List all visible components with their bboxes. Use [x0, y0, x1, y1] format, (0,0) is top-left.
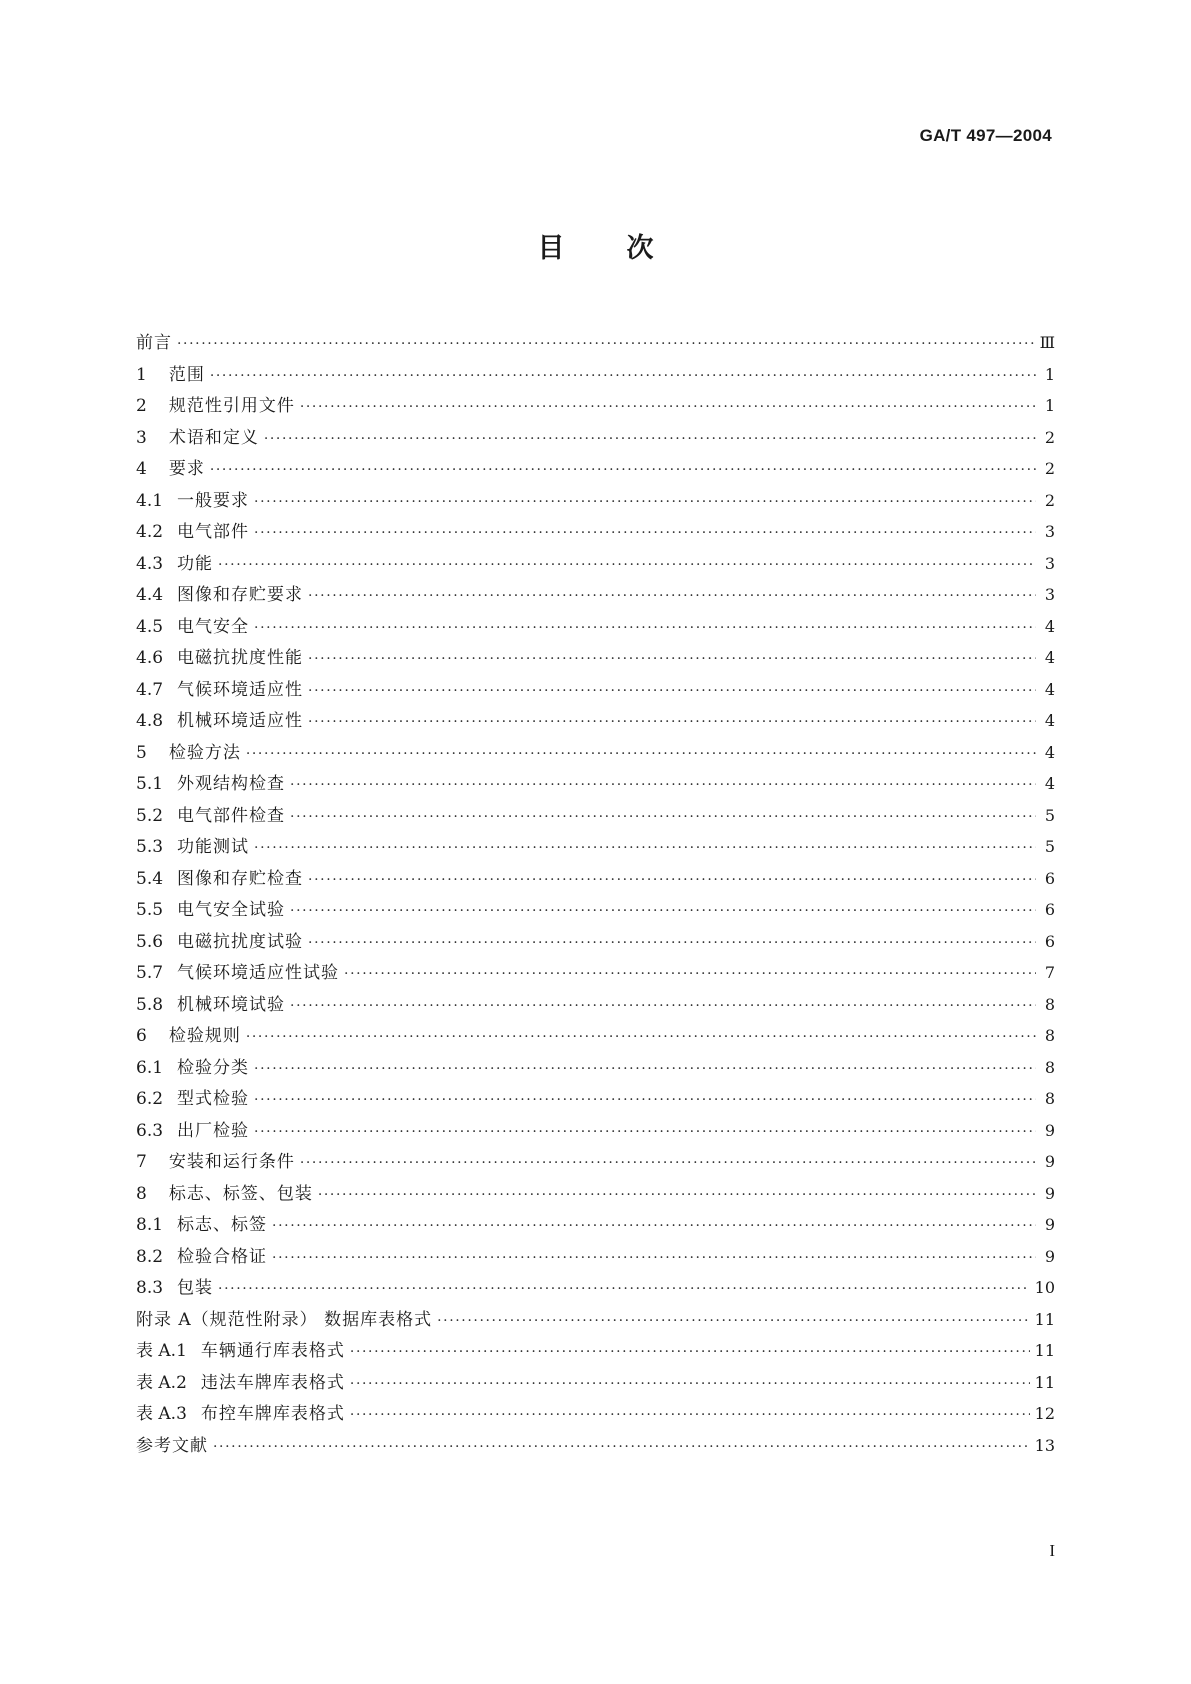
- toc-entry[interactable]: [136, 1335, 1055, 1367]
- toc-entry-number: 8.2: [136, 1246, 164, 1267]
- toc-entry[interactable]: [136, 1241, 1055, 1273]
- toc-entry-page: 4: [1044, 616, 1055, 636]
- toc-entry-title: 功能: [177, 553, 214, 574]
- toc-dot-leader: [210, 455, 1036, 487]
- toc-entry-number: 1: [136, 364, 147, 385]
- toc-entry[interactable]: [136, 1304, 1055, 1336]
- toc-entry-page: 9: [1044, 1152, 1055, 1171]
- toc-entry-page: 5: [1044, 837, 1055, 856]
- toc-entry-page: 3: [1044, 522, 1055, 541]
- toc-entry-number: 4.6: [136, 648, 164, 668]
- toc-entry-title: 附录 A（规范性附录） 数据库表格式: [136, 1309, 433, 1330]
- toc-entry-page: 5: [1044, 805, 1055, 825]
- toc-entry-page: 8: [1044, 994, 1055, 1014]
- toc-entry-title: 外观结构检查: [177, 774, 286, 794]
- toc-entry-page: 3: [1044, 553, 1055, 573]
- toc-entry-title: 标志、标签、包装: [168, 1183, 313, 1204]
- toc-dot-leader: [210, 361, 1036, 393]
- toc-dot-leader: [254, 487, 1036, 519]
- toc-entry-number: 6.1: [136, 1057, 164, 1078]
- toc-entry-title: 功能测试: [177, 837, 250, 857]
- toc-dot-leader: [344, 959, 1036, 991]
- toc-entry-title: 范围: [168, 364, 205, 385]
- toc-dot-leader: [308, 676, 1036, 708]
- toc-dot-leader: [437, 1306, 1030, 1338]
- toc-entry-page: 9: [1044, 1120, 1055, 1140]
- toc-entry-title: 图像和存贮要求: [177, 585, 304, 605]
- toc-entry-title: 出厂检验: [177, 1120, 250, 1141]
- toc-entry-page: 8: [1044, 1026, 1055, 1045]
- toc-entry-number: 7: [136, 1152, 147, 1172]
- toc-entry[interactable]: [136, 642, 1055, 674]
- toc-dot-leader: [308, 865, 1036, 897]
- toc-entry[interactable]: [136, 390, 1055, 422]
- toc-entry-number: 表 A.3: [136, 1404, 187, 1424]
- toc-dot-leader: [254, 613, 1036, 645]
- toc-entry-number: 6.2: [136, 1089, 164, 1109]
- toc-dot-leader: [300, 392, 1036, 424]
- toc-dot-leader: [254, 518, 1036, 550]
- toc-entry-page: 6: [1044, 931, 1055, 951]
- toc-entry-number: 6.3: [136, 1120, 164, 1141]
- toc-dot-leader: [254, 1117, 1036, 1149]
- toc-entry-number: 8.1: [136, 1215, 164, 1235]
- toc-entry-title: 安装和运行条件: [168, 1152, 295, 1172]
- toc-entry-page: 11: [1034, 1309, 1055, 1329]
- toc-entry-title: 气候环境适应性试验: [177, 963, 340, 983]
- toc-entry-title: 电磁抗扰度试验: [177, 931, 304, 952]
- toc-entry-page: 4: [1044, 711, 1055, 730]
- toc-entry-title: 要求: [168, 459, 205, 479]
- toc-entry[interactable]: [136, 705, 1055, 737]
- toc-entry[interactable]: [136, 485, 1055, 517]
- toc-entry[interactable]: [136, 894, 1055, 926]
- toc-entry[interactable]: [136, 1115, 1055, 1147]
- toc-entry-title: 图像和存贮检查: [177, 868, 304, 889]
- toc-dot-leader: [254, 1085, 1036, 1117]
- toc-entry-page: 1: [1044, 396, 1055, 415]
- toc-entry-title: 布控车牌库表格式: [200, 1404, 345, 1424]
- toc-entry-number: 4.7: [136, 679, 164, 700]
- toc-entry-page: 4: [1044, 774, 1055, 793]
- toc-entry-number: 4.5: [136, 616, 164, 637]
- toc-dot-leader: [246, 1022, 1036, 1054]
- toc-dot-leader: [350, 1369, 1030, 1401]
- toc-entry-page: 4: [1044, 679, 1055, 699]
- toc-entry[interactable]: [136, 359, 1055, 391]
- toc-entry[interactable]: [136, 548, 1055, 580]
- toc-entry-page: 4: [1044, 648, 1055, 667]
- table-of-contents: [136, 327, 1055, 1461]
- toc-entry-page: 11: [1034, 1372, 1055, 1392]
- toc-dot-leader: [290, 802, 1036, 834]
- toc-entry-title: 检验合格证: [177, 1246, 268, 1267]
- toc-dot-leader: [218, 550, 1036, 582]
- toc-entry-title: 电气部件检查: [177, 805, 286, 826]
- toc-entry[interactable]: [136, 1020, 1055, 1052]
- toc-entry-title: 规范性引用文件: [168, 396, 295, 416]
- toc-entry-number: 表 A.1: [136, 1341, 187, 1361]
- toc-entry[interactable]: [136, 957, 1055, 989]
- toc-entry-title: 术语和定义: [168, 427, 259, 448]
- toc-entry-title: 电气安全试验: [177, 900, 286, 920]
- toc-dot-leader: [350, 1400, 1030, 1432]
- toc-entry-title: 检验方法: [168, 742, 241, 763]
- toc-entry-title: 标志、标签: [177, 1215, 268, 1235]
- toc-entry-title: 前言: [136, 333, 172, 353]
- toc-entry[interactable]: [136, 1178, 1055, 1210]
- toc-dot-leader: [254, 1054, 1036, 1086]
- toc-entry-page: 8: [1044, 1089, 1055, 1108]
- toc-entry-number: 5.4: [136, 868, 164, 889]
- toc-entry-title: 气候环境适应性: [177, 679, 304, 700]
- toc-entry-title: 检验分类: [177, 1057, 250, 1078]
- toc-entry-title: 一般要求: [177, 490, 250, 511]
- toc-dot-leader: [290, 770, 1036, 802]
- toc-dot-leader: [272, 1243, 1036, 1275]
- toc-dot-leader: [246, 739, 1036, 771]
- toc-entry[interactable]: [136, 516, 1055, 548]
- toc-entry-page: 12: [1034, 1404, 1055, 1423]
- toc-entry-number: 2: [136, 396, 147, 416]
- toc-entry-page: 6: [1044, 900, 1055, 919]
- toc-entry-title: 电磁抗扰度性能: [177, 648, 304, 668]
- toc-entry[interactable]: [136, 926, 1055, 958]
- toc-entry-title: 电气部件: [177, 522, 250, 542]
- toc-entry-title: 机械环境试验: [177, 994, 286, 1015]
- toc-entry-number: 4.8: [136, 711, 164, 731]
- toc-entry-number: 4: [136, 459, 147, 479]
- toc-entry-page: 9: [1044, 1215, 1055, 1234]
- toc-entry[interactable]: [136, 800, 1055, 832]
- toc-entry-page: Ⅲ: [1039, 333, 1055, 352]
- toc-entry-number: 5.7: [136, 963, 164, 983]
- toc-entry[interactable]: [136, 768, 1055, 800]
- toc-entry-number: 5.5: [136, 900, 164, 920]
- toc-entry[interactable]: [136, 1052, 1055, 1084]
- toc-entry-number: 表 A.2: [136, 1372, 187, 1393]
- toc-dot-leader: [272, 1211, 1036, 1243]
- toc-entry-page: 2: [1044, 427, 1055, 447]
- toc-entry-number: 5.6: [136, 931, 164, 952]
- toc-entry-number: 3: [136, 427, 147, 448]
- toc-entry-page: 2: [1044, 459, 1055, 478]
- toc-dot-leader: [350, 1337, 1030, 1369]
- toc-entry-number: 5.1: [136, 774, 164, 794]
- page-number: I: [1049, 1541, 1055, 1560]
- toc-dot-leader: [254, 833, 1036, 865]
- toc-dot-leader: [290, 991, 1036, 1023]
- toc-entry[interactable]: [136, 1398, 1055, 1430]
- toc-entry-page: 10: [1034, 1278, 1055, 1297]
- toc-entry[interactable]: [136, 1272, 1055, 1304]
- toc-entry[interactable]: [136, 831, 1055, 863]
- standard-code: GA/T 497—2004: [919, 126, 1052, 145]
- toc-entry[interactable]: [136, 737, 1055, 769]
- toc-entry-page: 6: [1044, 868, 1055, 888]
- toc-dot-leader: [218, 1274, 1030, 1306]
- toc-entry-title: 检验规则: [168, 1026, 241, 1046]
- toc-dot-leader: [177, 329, 1035, 361]
- toc-entry-page: 2: [1044, 490, 1055, 510]
- toc-entry[interactable]: [136, 327, 1055, 359]
- toc-entry-page: 8: [1044, 1057, 1055, 1077]
- toc-entry-number: 5: [136, 742, 147, 763]
- toc-entry-title: 车辆通行库表格式: [200, 1341, 345, 1361]
- toc-entry-page: 1: [1044, 364, 1055, 384]
- toc-entry[interactable]: [136, 611, 1055, 643]
- toc-entry[interactable]: [136, 674, 1055, 706]
- toc-entry-title: 机械环境适应性: [177, 711, 304, 731]
- toc-entry-page: 9: [1044, 1183, 1055, 1203]
- toc-entry[interactable]: [136, 1430, 1055, 1462]
- toc-entry-title: 电气安全: [177, 616, 250, 637]
- toc-entry-title: 型式检验: [177, 1089, 250, 1109]
- toc-dot-leader: [308, 928, 1036, 960]
- toc-entry-page: 13: [1034, 1435, 1055, 1455]
- toc-entry-number: 4.1: [136, 490, 164, 511]
- toc-entry[interactable]: [136, 1083, 1055, 1115]
- toc-entry-page: 11: [1034, 1341, 1055, 1360]
- toc-entry-number: 8.3: [136, 1278, 164, 1298]
- toc-dot-leader: [308, 707, 1036, 739]
- toc-entry-page: 7: [1044, 963, 1055, 982]
- toc-entry[interactable]: [136, 579, 1055, 611]
- toc-entry-number: 5.8: [136, 994, 164, 1015]
- toc-entry-page: 3: [1044, 585, 1055, 604]
- page-title: 目次: [537, 233, 716, 264]
- toc-entry-number: 5.3: [136, 837, 164, 857]
- toc-dot-leader: [308, 581, 1036, 613]
- toc-entry[interactable]: [136, 422, 1055, 454]
- toc-entry-number: 4.2: [136, 522, 164, 542]
- toc-entry[interactable]: [136, 1209, 1055, 1241]
- toc-dot-leader: [290, 896, 1036, 928]
- toc-entry-number: 8: [136, 1183, 147, 1204]
- toc-entry-number: 6: [136, 1026, 147, 1046]
- toc-entry[interactable]: [136, 1367, 1055, 1399]
- toc-entry-number: 4.3: [136, 553, 164, 574]
- toc-dot-leader: [213, 1432, 1030, 1464]
- toc-entry[interactable]: [136, 453, 1055, 485]
- toc-dot-leader: [308, 644, 1036, 676]
- toc-entry-title: 参考文献: [136, 1435, 208, 1456]
- toc-entry-number: 4.4: [136, 585, 164, 605]
- toc-entry-page: 9: [1044, 1246, 1055, 1266]
- toc-entry-title: 违法车牌库表格式: [200, 1372, 345, 1393]
- toc-entry-page: 4: [1044, 742, 1055, 762]
- toc-dot-leader: [264, 424, 1036, 456]
- toc-entry-title: 包装: [177, 1278, 214, 1298]
- toc-entry-number: 5.2: [136, 805, 164, 826]
- toc-entry[interactable]: [136, 1146, 1055, 1178]
- toc-dot-leader: [300, 1148, 1036, 1180]
- toc-dot-leader: [318, 1180, 1036, 1212]
- toc-entry[interactable]: [136, 989, 1055, 1021]
- toc-entry[interactable]: [136, 863, 1055, 895]
